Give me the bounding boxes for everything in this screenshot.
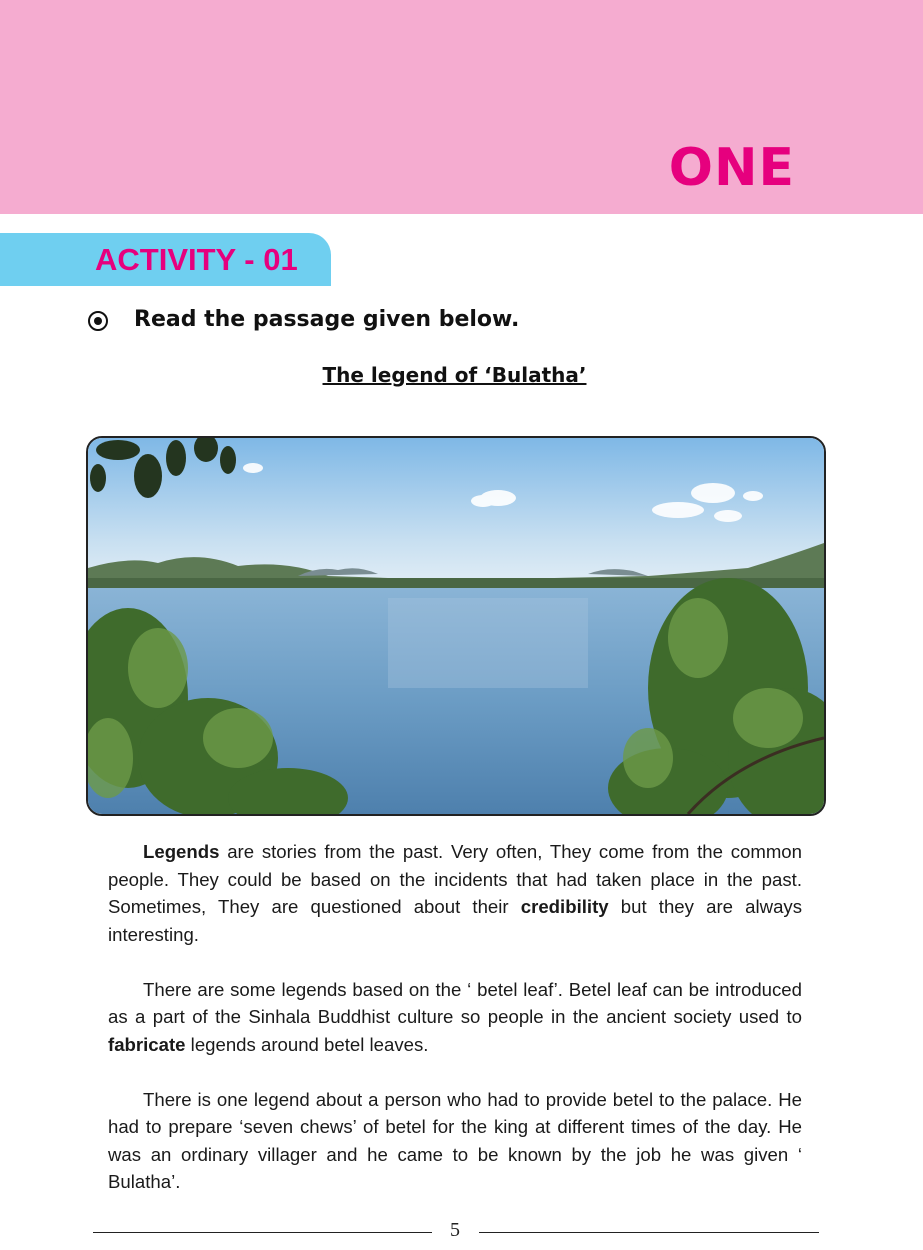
term-legends: Legends <box>143 841 220 862</box>
page-number: 5 <box>450 1219 460 1241</box>
lake-image <box>88 438 824 814</box>
passage-title: The legend of ‘Bulatha’ <box>322 363 587 387</box>
activity-label: ACTIVITY - 01 <box>95 242 298 277</box>
passage-body <box>108 838 802 1223</box>
lake-photo <box>86 436 826 816</box>
term-credibility: credibility <box>520 896 609 917</box>
footer-rule-right <box>479 1232 819 1233</box>
instruction <box>88 307 519 332</box>
paragraph-2-end: legends around betel leaves. <box>185 1033 429 1055</box>
paragraph-1 <box>108 838 802 948</box>
radio-bullet-icon <box>88 311 108 331</box>
instruction-text: Read the passage given below. <box>134 307 520 332</box>
paragraph-3: There is one legend about a person who had to provide betel to the palace. He had to prepare ‘seven chews’ of betel for the king at different times of the day. He was an ordinary villager and he came to be known by the job he was given ‘ Bulatha’. <box>108 1088 802 1192</box>
paragraph-1-text: are stories from the past. Very often, They come from the common people. They could be based on the incidents that had taken place in the past. Sometimes, They are questioned about their <box>108 841 802 917</box>
chapter-title: ONE <box>668 138 795 198</box>
term-fabricate: fabricate <box>108 1033 186 1055</box>
paragraph-2 <box>108 976 802 1059</box>
paragraph-2-text: There are some legends based on the ‘ betel leaf’. Betel leaf can be introduced as a part of the Sinhala Buddhist culture so people in the ancient society used to <box>108 978 802 1027</box>
paragraph-1-end: but they are always interesting. <box>108 896 802 945</box>
footer-rule-left <box>93 1232 432 1233</box>
